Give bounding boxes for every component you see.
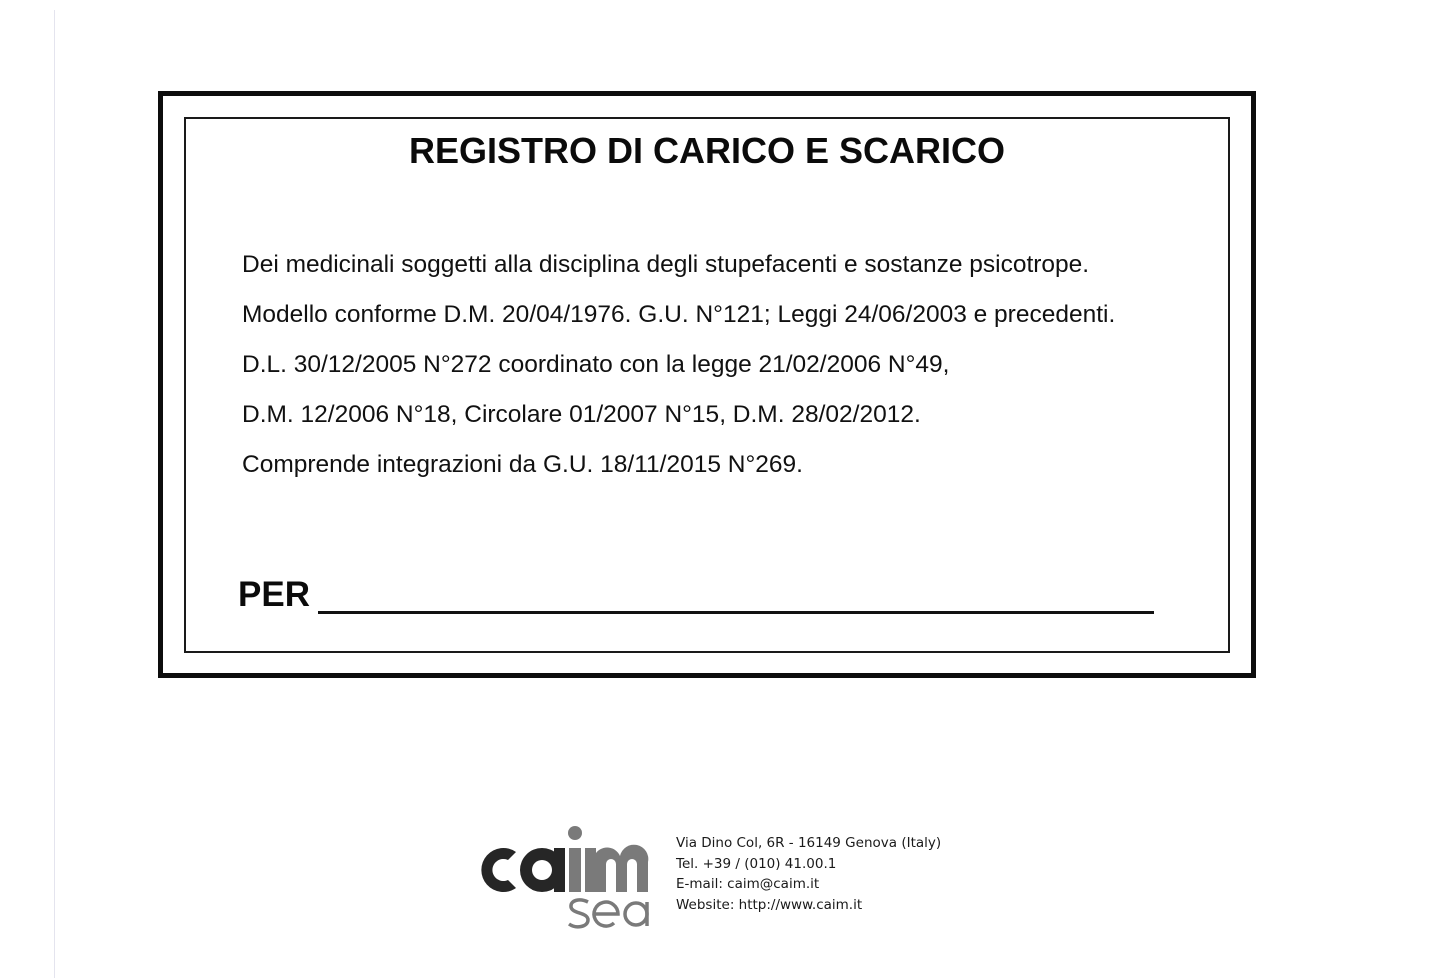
per-label: PER <box>238 575 310 614</box>
contact-block <box>676 833 941 915</box>
per-fill-in-line <box>318 611 1154 614</box>
contact-address: Via Dino Col, 6R - 16149 Genova (Italy) <box>676 835 942 851</box>
contact-email: E-mail: caim@caim.it <box>676 876 820 892</box>
regulation-line: D.M. 12/2006 N°18, Circolare 01/2007 N°15, D.M. 28/02/2012. <box>242 401 921 428</box>
caim-sea-logo <box>476 822 656 932</box>
regulation-line: D.L. 30/12/2005 N°272 coordinato con la legge 21/02/2006 N°49, <box>242 351 950 378</box>
regulation-line: Comprende integrazioni da G.U. 18/11/2015 N°269. <box>242 451 803 478</box>
document-title: REGISTRO DI CARICO E SCARICO <box>408 130 1006 171</box>
regulation-line: Dei medicinali soggetti alla disciplina degli stupefacenti e sostanze psicotrope. <box>242 251 1090 278</box>
contact-phone: Tel. +39 / (010) 41.00.1 <box>676 855 837 872</box>
logo-ca-mark <box>481 848 565 892</box>
scan-edge-line <box>54 10 55 978</box>
contact-website: Website: http://www.caim.it <box>676 896 863 913</box>
regulation-line: Modello conforme D.M. 20/04/1976. G.U. N°121; Leggi 24/06/2003 e precedenti. <box>242 301 1116 328</box>
logo-im-mark <box>568 826 648 892</box>
logo-sea-mark <box>569 900 647 927</box>
regulation-text <box>242 240 1115 490</box>
